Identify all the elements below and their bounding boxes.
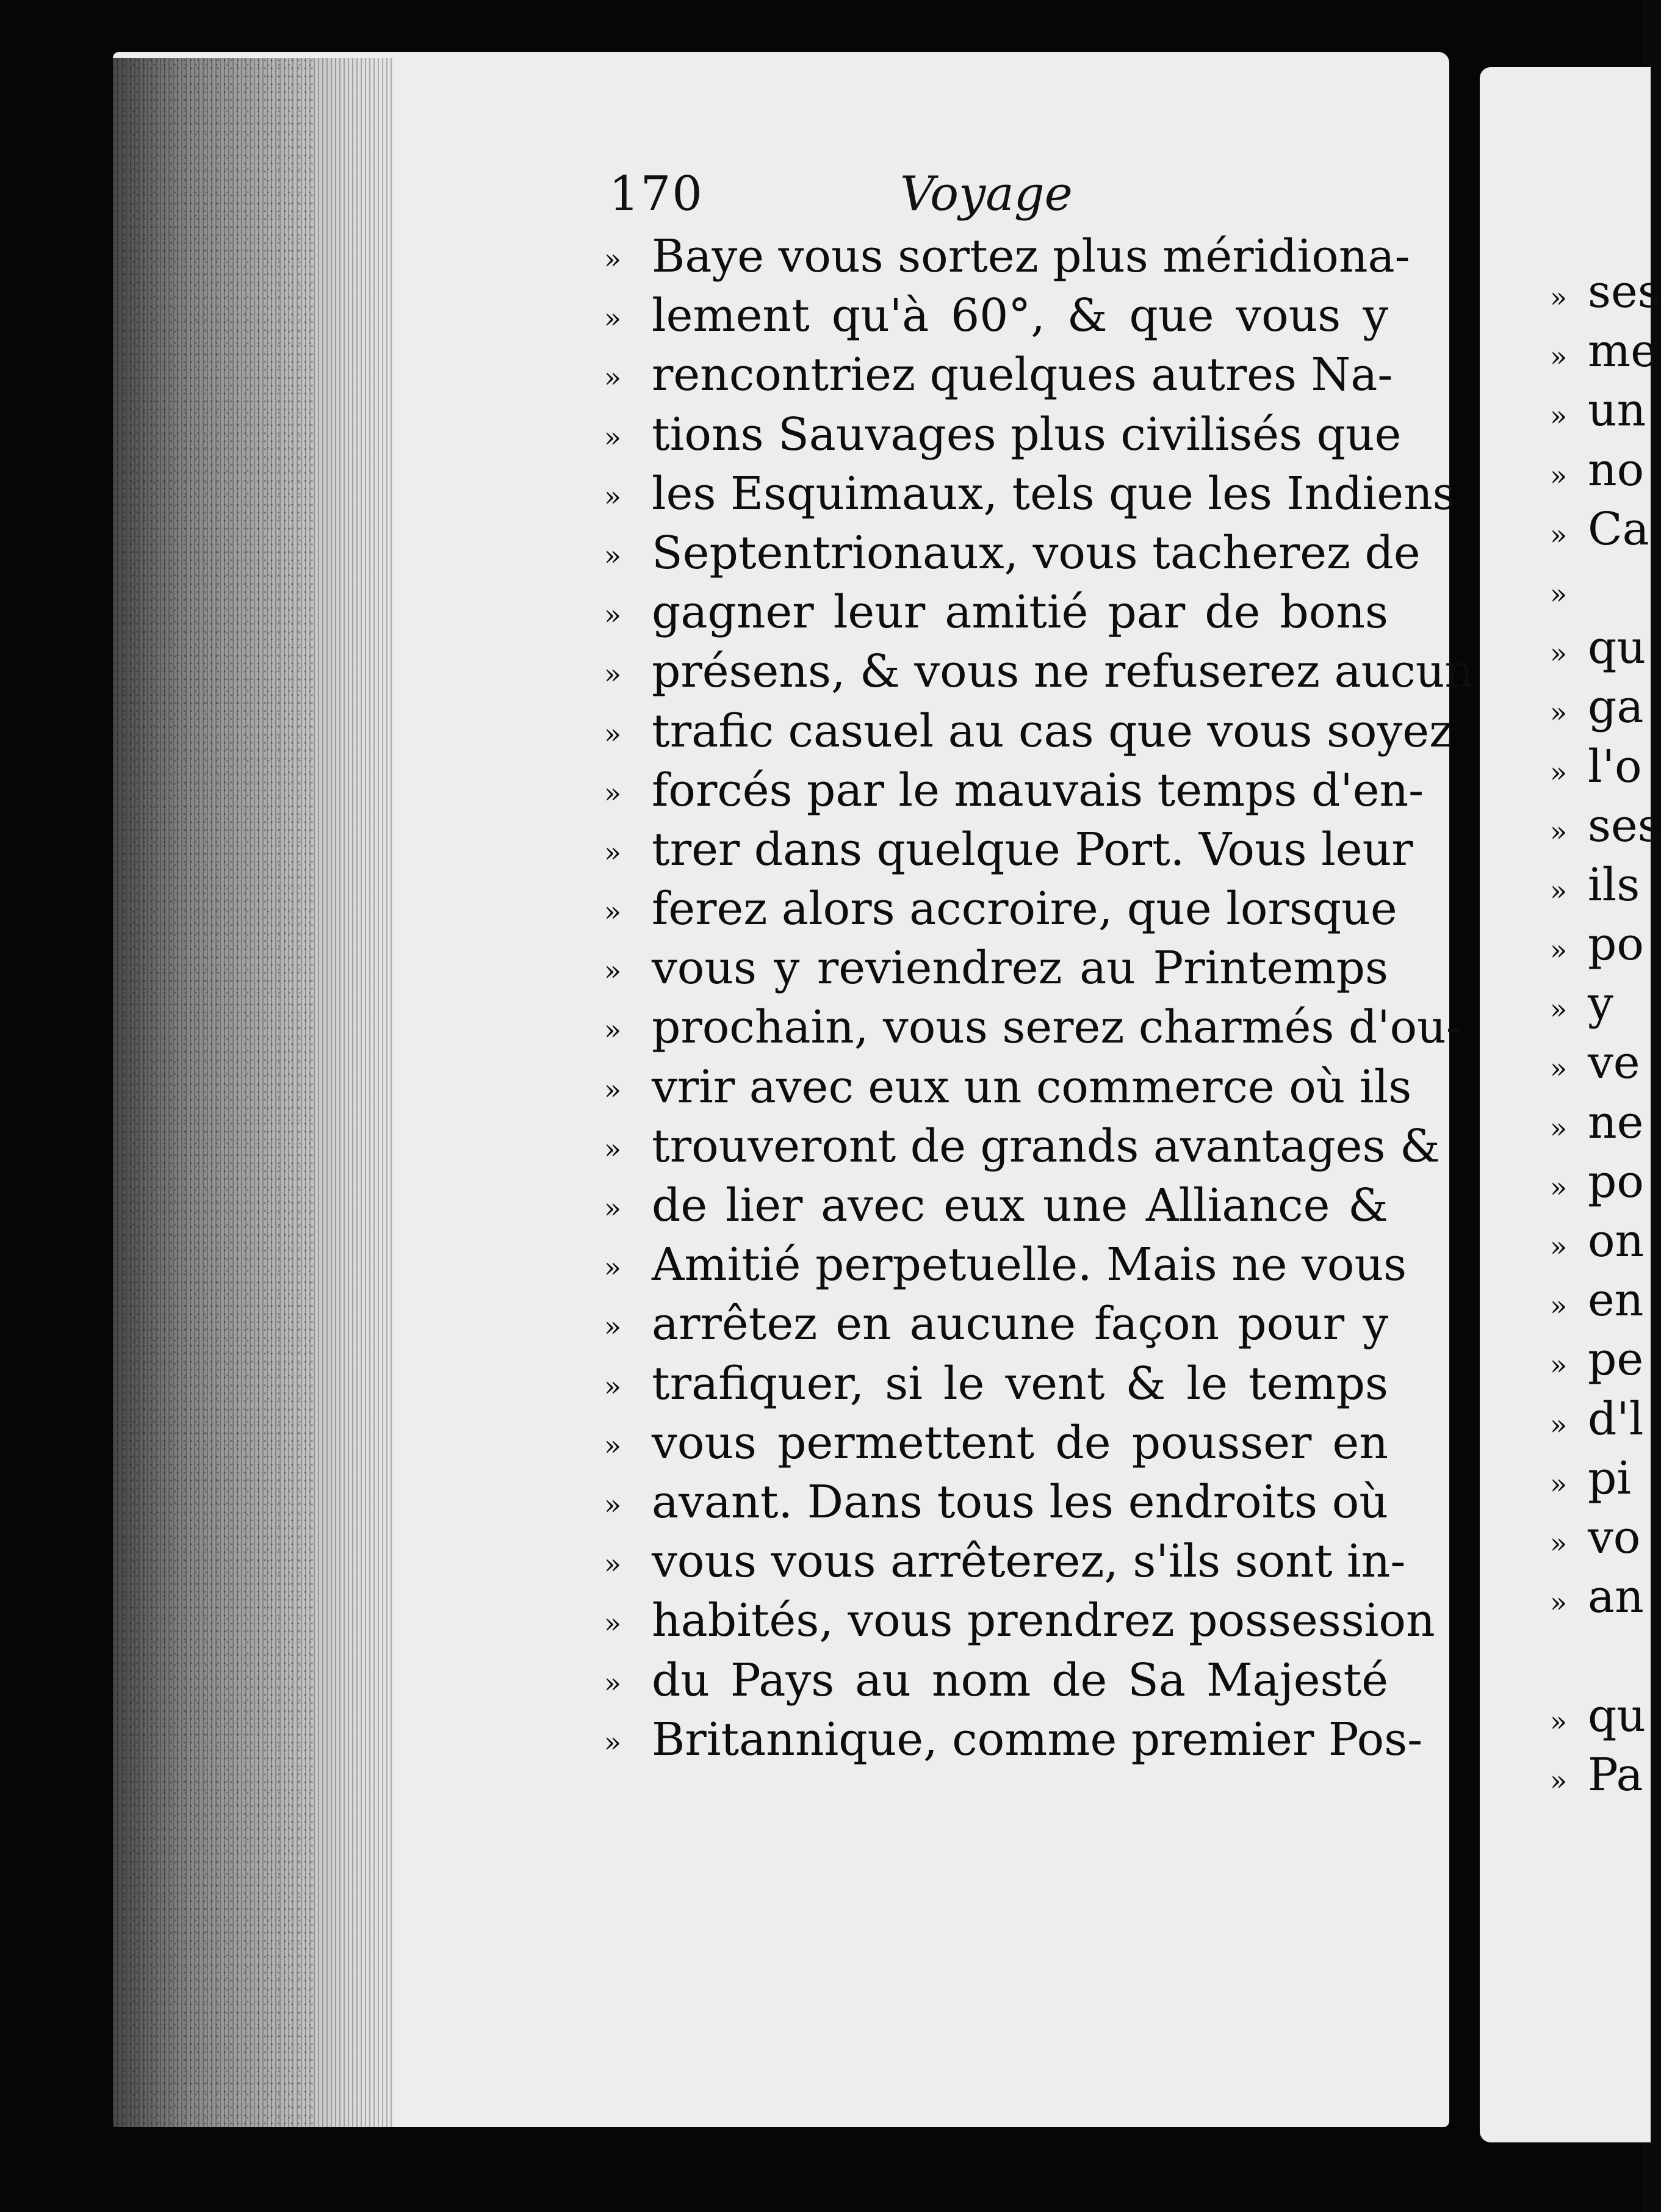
fragment-line — [1550, 381, 1648, 440]
text-line — [604, 1117, 1440, 1176]
fragment-line — [1550, 441, 1648, 500]
fragment-text: ne — [1588, 1096, 1644, 1149]
line-text: vous vous arrêterez, s'ils sont in- — [652, 1535, 1406, 1588]
fragment-line — [1550, 559, 1648, 618]
fragment-line — [1550, 1746, 1648, 1805]
running-head — [604, 157, 1092, 231]
line-text: trer dans quelque Port. Vous leur — [652, 823, 1413, 876]
quote-mark: » — [1550, 577, 1568, 610]
quote-mark: » — [1550, 281, 1568, 314]
fragment-text: pi — [1588, 1451, 1632, 1505]
line-text: trafic casuel au cas que vous soyez — [652, 704, 1454, 757]
quote-mark: » — [1550, 873, 1568, 907]
fragment-text: on — [1588, 1215, 1645, 1267]
fragment-text: en — [1588, 1274, 1644, 1327]
fragment-line — [1550, 856, 1648, 915]
quote-mark: » — [604, 1251, 622, 1284]
quote-mark: » — [604, 1547, 622, 1581]
quote-mark: » — [1550, 933, 1568, 967]
line-text: vous y reviendrez au Printemps — [652, 942, 1388, 995]
quote-mark: » — [1550, 340, 1568, 374]
fragment-line — [1550, 1567, 1648, 1627]
fragment-text: y — [1588, 977, 1613, 1030]
fragment-text: ils — [1588, 858, 1640, 911]
quote-mark: » — [604, 1725, 622, 1758]
fragment-line — [1550, 797, 1661, 856]
fragment-line — [1550, 1093, 1648, 1152]
fragment-text: po — [1588, 1155, 1644, 1208]
quote-mark: » — [1550, 696, 1568, 729]
running-title: Voyage — [900, 167, 1073, 222]
fragment-text: qu — [1588, 1689, 1646, 1742]
fragment-line — [1550, 262, 1661, 322]
line-text: Amitié perpetuelle. Mais ne vous — [652, 1238, 1407, 1292]
line-text: prochain, vous serez charmés d'ou- — [652, 1001, 1461, 1054]
text-line — [604, 1176, 1388, 1235]
fragment-line — [1550, 1449, 1648, 1508]
text-line — [604, 1651, 1388, 1710]
quote-mark: » — [604, 717, 622, 750]
fragment-text: Ca — [1588, 502, 1649, 555]
line-text: Baye vous sortez plus méridiona- — [652, 230, 1410, 283]
text-line — [604, 998, 1461, 1057]
quote-mark: » — [1550, 1763, 1568, 1797]
line-text: avant. Dans tous les endroits où — [652, 1475, 1388, 1528]
quote-mark: » — [1550, 1467, 1568, 1500]
fragment-text: ve — [1588, 1036, 1640, 1090]
fragment-line — [1550, 1271, 1648, 1330]
right-page-text-fragment — [1550, 262, 1661, 1805]
text-line — [604, 761, 1424, 820]
quote-mark: » — [604, 242, 622, 275]
text-line — [604, 286, 1388, 345]
line-text: Britannique, comme premier Pos- — [652, 1713, 1423, 1766]
quote-mark: » — [604, 657, 622, 691]
quote-mark: » — [1550, 1111, 1568, 1144]
fragment-text: an — [1588, 1570, 1644, 1624]
quote-mark: » — [1550, 1348, 1568, 1382]
line-text: ferez alors accroire, que lorsque — [652, 883, 1397, 936]
quote-mark: » — [1550, 399, 1568, 433]
fragment-line — [1550, 1033, 1648, 1093]
text-line — [604, 524, 1421, 583]
fragment-line — [1550, 1152, 1648, 1212]
fragment-text: no — [1588, 443, 1645, 496]
line-text: trafiquer, si le vent & le temps — [652, 1357, 1388, 1410]
fragment-text: ses — [1588, 799, 1661, 852]
quote-mark: » — [604, 538, 622, 572]
quote-mark: » — [1550, 458, 1568, 492]
text-line — [604, 345, 1393, 405]
quote-mark: » — [604, 954, 622, 988]
quote-mark: » — [1550, 1526, 1568, 1560]
line-text: présens, & vous ne refuserez aucun — [652, 645, 1474, 698]
text-line — [604, 1295, 1388, 1354]
fragment-text: po — [1588, 918, 1644, 971]
fragment-text: un — [1588, 384, 1646, 437]
quote-mark: » — [604, 1310, 622, 1343]
fragment-line — [1550, 1508, 1648, 1567]
text-line — [604, 939, 1388, 998]
fragment-text: pe — [1588, 1333, 1644, 1386]
quote-mark: » — [604, 1191, 622, 1224]
quote-mark: » — [604, 420, 622, 454]
text-line — [604, 227, 1410, 286]
text-line — [604, 583, 1388, 642]
line-text: habités, vous prendrez possession — [652, 1594, 1435, 1647]
quote-mark: » — [1550, 1170, 1568, 1204]
line-text: Septentrionaux, vous tacherez de — [652, 526, 1421, 579]
quote-mark: » — [1550, 1230, 1568, 1263]
fragment-line — [1550, 1330, 1648, 1389]
fragment-line — [1550, 1686, 1648, 1746]
quote-mark: » — [604, 1607, 622, 1640]
quote-mark: » — [604, 1072, 622, 1106]
line-text: forcés par le mauvais temps d'en- — [652, 764, 1424, 817]
text-line — [604, 1591, 1435, 1650]
text-line — [604, 702, 1454, 761]
fragment-text: ga — [1588, 681, 1644, 734]
quote-mark: » — [604, 835, 622, 869]
quote-mark: » — [1550, 1289, 1568, 1323]
text-line — [604, 880, 1397, 939]
line-text: lement qu'à 60°, & que vous y — [652, 289, 1388, 342]
fragment-text: vo — [1588, 1511, 1641, 1564]
line-text: arrêtez en aucune façon pour y — [652, 1298, 1388, 1351]
quote-mark: » — [604, 302, 622, 335]
quote-mark: » — [604, 1369, 622, 1403]
fragment-line — [1550, 1627, 1648, 1686]
quote-mark: » — [604, 1428, 622, 1462]
quote-mark: » — [1550, 755, 1568, 789]
fragment-line — [1550, 1212, 1648, 1271]
fragment-line — [1550, 737, 1648, 797]
quote-mark: » — [604, 598, 622, 632]
fragment-line — [1550, 678, 1648, 737]
line-text: vrir avec eux un commerce où ils — [652, 1060, 1412, 1113]
line-text: tions Sauvages plus civilisés que — [652, 408, 1402, 461]
quote-mark: » — [1550, 637, 1568, 670]
line-text: les Esquimaux, tels que les Indiens — [652, 467, 1456, 520]
quote-mark: » — [604, 361, 622, 394]
line-text: du Pays au nom de Sa Majesté — [652, 1654, 1388, 1707]
fragment-line — [1550, 500, 1648, 559]
quote-mark: » — [1550, 1408, 1568, 1441]
line-text: gagner leur amitié par de bons — [652, 586, 1388, 639]
text-line — [604, 1710, 1423, 1769]
quote-mark: » — [1550, 1052, 1568, 1085]
text-line — [604, 405, 1402, 464]
text-line — [604, 464, 1456, 524]
fragment-text: me — [1588, 325, 1657, 378]
text-line — [604, 1414, 1388, 1473]
left-page-text — [604, 227, 1474, 1769]
text-line — [604, 1473, 1388, 1532]
line-text: trouveront de grands avantages & — [652, 1119, 1440, 1173]
quote-mark: » — [1550, 1586, 1568, 1619]
fragment-text: l'o — [1588, 740, 1642, 793]
text-line — [604, 1532, 1406, 1591]
quote-mark: » — [604, 1487, 622, 1521]
fragment-text: qu — [1588, 621, 1646, 674]
text-line — [604, 1058, 1412, 1117]
text-line — [604, 1235, 1407, 1295]
fragment-line — [1550, 1390, 1648, 1449]
fragment-text: ses — [1588, 266, 1661, 318]
quote-mark: » — [1550, 992, 1568, 1026]
page-number: 170 — [609, 167, 704, 222]
fragment-line — [1550, 974, 1648, 1033]
quote-mark: » — [604, 776, 622, 809]
quote-mark: » — [1550, 1704, 1568, 1738]
text-line — [604, 642, 1474, 701]
fragment-text: d'l — [1588, 1392, 1644, 1445]
quote-mark: » — [604, 895, 622, 928]
quote-mark: » — [604, 1132, 622, 1165]
page-edge-speckle — [116, 58, 317, 2127]
quote-mark: » — [604, 479, 622, 513]
fragment-line — [1550, 618, 1648, 678]
quote-mark: » — [604, 1666, 622, 1699]
line-text: de lier avec eux une Alliance & — [652, 1179, 1388, 1232]
quote-mark: » — [1550, 814, 1568, 848]
quote-mark: » — [604, 1013, 622, 1047]
quote-mark: » — [1550, 518, 1568, 551]
text-line — [604, 820, 1413, 880]
text-line — [604, 1354, 1388, 1414]
fragment-line — [1550, 322, 1657, 381]
fragment-text: Pa — [1588, 1748, 1643, 1801]
line-text: rencontriez quelques autres Na- — [652, 349, 1393, 402]
fragment-line — [1550, 915, 1648, 974]
line-text: vous permettent de pousser en — [652, 1416, 1388, 1469]
